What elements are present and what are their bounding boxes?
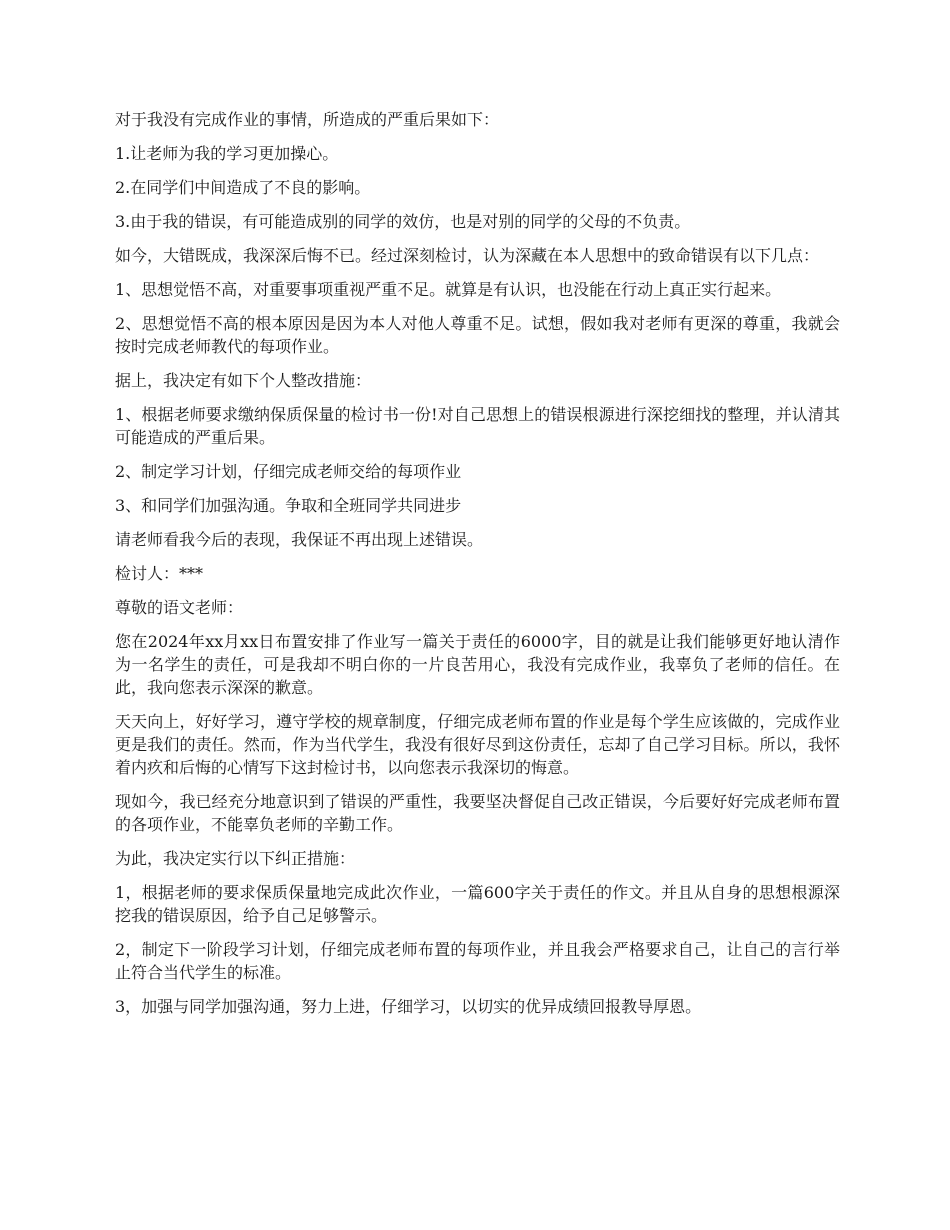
paragraph: 为此，我决定实行以下纠正措施： bbox=[115, 849, 356, 868]
paragraph: 天天向上，好好学习，遵守学校的规章制度，仔细完成老师布置的作业是每个学生应该做的，完成作业更是我们的责任。然而，作为当代学生，我没有很好尽到这份责任，忘却了自己学习目标。所以，我怀着内疚和后悔的心情写下这封检讨书，以向您表示我深切的悔意。 bbox=[115, 712, 840, 777]
paragraph: 1、根据老师要求缴纳保质保量的检讨书一份!对自己思想上的错误根源进行深挖细找的整理，并认清其可能造成的严重后果。 bbox=[115, 405, 840, 447]
paragraph: 现如今，我已经充分地意识到了错误的严重性，我要坚决督促自己改正错误，今后要好好完成老师布置的各项作业，不能辜负老师的辛勤工作。 bbox=[115, 792, 840, 834]
paragraph: 您在2024年xx月xx日布置安排了作业写一篇关于责任的6000字，目的就是让我们能够更好地认清作为一名学生的责任，可是我却不明白你的一片良苦用心，我没有完成作业，我辜负了老师的信任。在此，我向您表示深深的歉意。 bbox=[115, 632, 840, 697]
paragraph: 3.由于我的错误，有可能造成别的同学的效仿，也是对别的同学的父母的不负责。 bbox=[115, 212, 691, 231]
paragraph: 据上，我决定有如下个人整改措施： bbox=[115, 371, 372, 390]
paragraph: 1、思想觉悟不高，对重要事项重视严重不足。就算是有认识，也没能在行动上真正实行起来。 bbox=[115, 280, 782, 299]
salutation: 尊敬的语文老师： bbox=[115, 598, 244, 617]
paragraph: 对于我没有完成作业的事情，所造成的严重后果如下： bbox=[115, 110, 500, 129]
paragraph: 3、和同学们加强沟通。争取和全班同学共同进步 bbox=[115, 496, 462, 515]
paragraph: 2.在同学们中间造成了不良的影响。 bbox=[115, 178, 371, 197]
paragraph: 请老师看我今后的表现，我保证不再出现上述错误。 bbox=[115, 530, 484, 549]
paragraph: 1，根据老师的要求保质保量地完成此次作业，一篇600字关于责任的作文。并且从自身的思想根源深挖我的错误原因，给予自己足够警示。 bbox=[115, 883, 840, 925]
signature-line: 检讨人：*** bbox=[115, 564, 204, 583]
paragraph: 3，加强与同学加强沟通，努力上进，仔细学习，以切实的优异成绩回报教导厚恩。 bbox=[115, 997, 702, 1016]
paragraph: 1.让老师为我的学习更加操心。 bbox=[115, 144, 339, 163]
paragraph: 2、思想觉悟不高的根本原因是因为本人对他人尊重不足。试想，假如我对老师有更深的尊重，我就会按时完成老师教代的每项作业。 bbox=[115, 314, 840, 356]
paragraph: 如今，大错既成，我深深后悔不已。经过深刻检讨，认为深藏在本人思想中的致命错误有以下几点： bbox=[115, 246, 820, 265]
paragraph: 2、制定学习计划，仔细完成老师交给的每项作业 bbox=[115, 462, 462, 481]
document-body bbox=[115, 108, 840, 1029]
paragraph: 2，制定下一阶段学习计划，仔细完成老师布置的每项作业，并且我会严格要求自己，让自己的言行举止符合当代学生的标准。 bbox=[115, 940, 840, 982]
